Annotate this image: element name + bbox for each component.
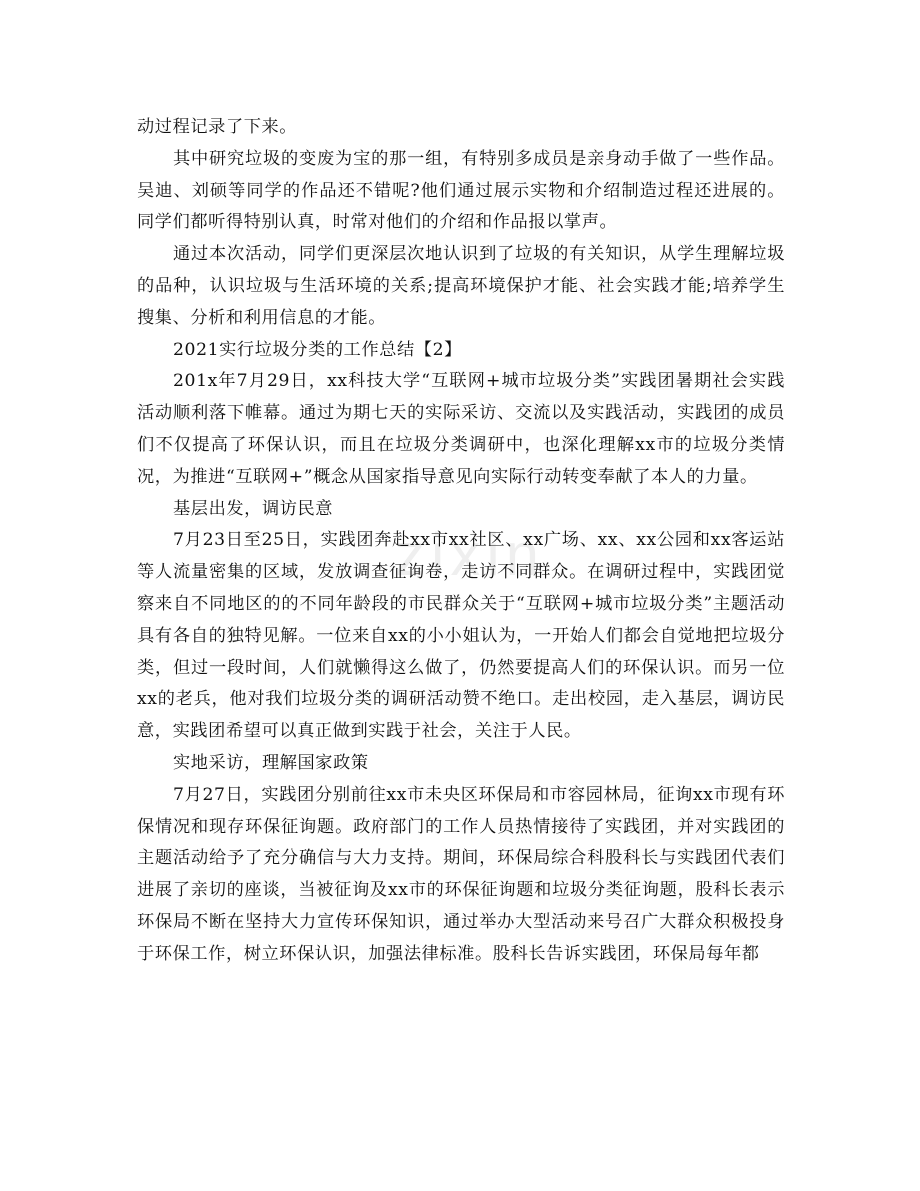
paragraph-practice-team: 201x年7月29日，xx科技大学“互联网+城市垃圾分类”实践团暑期社会实践活动顺利落下帷幕。通过为期七天的实际采访、交流以及实践活动，实践团的成员们不仅提高了环保认识，而且在垃圾分类调研中，也深化理解xx市的垃圾分类情况，为推进“互联网+”概念从国家指导意见向实际行动转变奉献了本人的力量。 xyxy=(137,371,785,487)
section-title: 2021实行垃圾分类的工作总结【2】 xyxy=(173,339,462,360)
paragraph-continuation: 动过程记录了下来。 xyxy=(137,117,298,137)
subheading-interview: 实地采访，理解国家政策 xyxy=(173,752,369,773)
paragraph-activity-summary: 通过本次活动，同学们更深层次地认识到了垃圾的有关知识，从学生理解垃圾的品种，认识垃圾与生活环境的关系;提高环境保护才能、社会实践才能;培养学生搜集、分析和利用信息的才能。 xyxy=(137,244,785,328)
watermark-logo: zixin xyxy=(395,521,546,588)
document-body xyxy=(137,112,785,971)
paragraph-survey: 7月23日至25日，实践团奔赴xx市xx社区、xx广场、xx、xx公园和xx客运站等人流量密集的区域，发放调查征询卷，走访不同群众。在调研过程中，实践团觉察来自不同地区的的不同年龄段的市民群众关于“互联网+城市垃圾分类”主题活动具有各自的独特见解。一位来自xx的小小姐认为，一开始人们都会自觉地把垃圾分类，但过一段时间，人们就懒得这么做了，仍然要提高人们的环保认识。而另一位xx的老兵，他对我们垃圾分类的调研活动赞不绝口。走出校园，走入基层，调访民意，实践团希望可以真正做到实践于社会，关注于人民。 xyxy=(137,530,785,742)
subheading-grassroots: 基层出发，调访民意 xyxy=(173,498,334,519)
paragraph-environment-bureau: 7月27日，实践团分别前往xx市未央区环保局和市容园林局，征询xx市现有环保情况和现存环保征询题。政府部门的工作人员热情接待了实践团，并对实践团的主题活动给予了充分确信与大力支持。期间，环保局综合科股科长与实践团代表们进展了亲切的座谈，当被征询及xx市的环保征询题和垃圾分类征询题，股科长表示环保局不断在坚持大力宣传环保知识，通过举办大型活动来号召广大群众积极投身于环保工作，树立环保认识，加强法律标准。股科长告诉实践团，环保局每年都 xyxy=(137,784,785,964)
paragraph-waste-to-treasure: 其中研究垃圾的变废为宝的那一组，有特别多成员是亲身动手做了一些作品。吴迪、刘硕等同学的作品还不错呢?他们通过展示实物和介绍制造过程还进展的。同学们都听得特别认真，时常对他们的介绍和作品报以掌声。 xyxy=(137,148,785,233)
